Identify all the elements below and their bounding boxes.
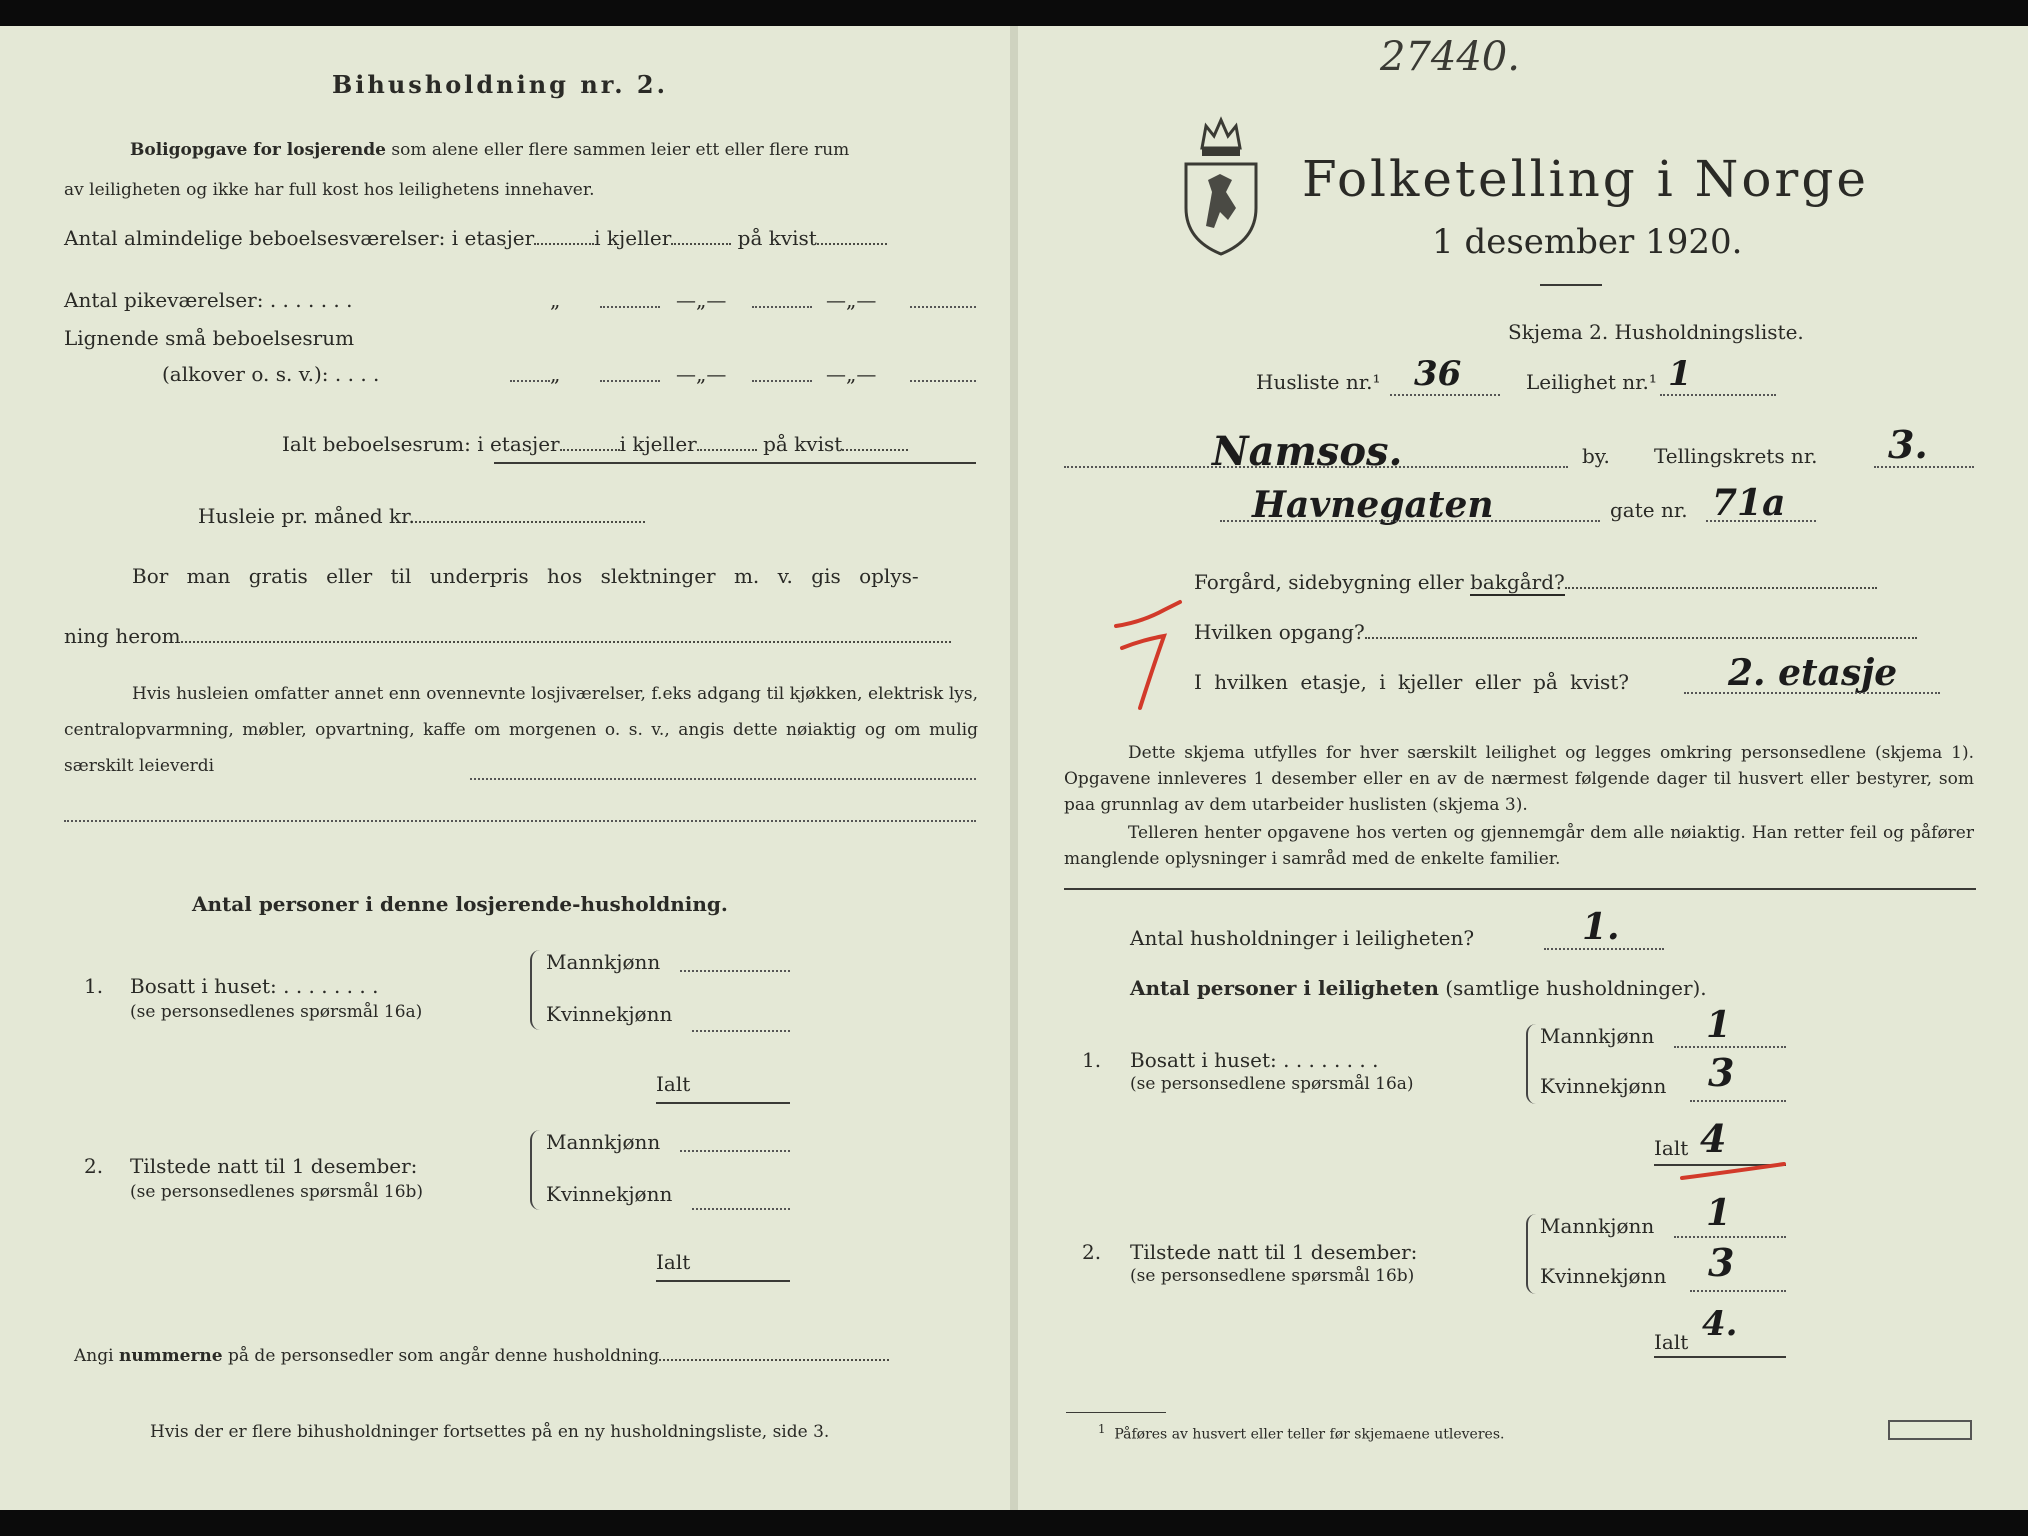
left-q1-kvinne-label: Kvinnekjønn bbox=[546, 1002, 673, 1026]
krets-label: Tellingskrets nr. bbox=[1654, 444, 1818, 468]
forgard-field[interactable] bbox=[1565, 587, 1877, 589]
left-q1-label: Bosatt i huset: . . . . . . . . bbox=[130, 974, 379, 998]
left-q1-number: 1. bbox=[84, 974, 104, 998]
alkover-field-2[interactable] bbox=[752, 380, 812, 382]
printer-stamp bbox=[1888, 1420, 1972, 1440]
gate-field[interactable] bbox=[1706, 520, 1816, 522]
ialt-rooms-row bbox=[282, 432, 908, 456]
intro-line-1 bbox=[130, 140, 849, 160]
intro-bold: Boligopgave for losjerende bbox=[130, 140, 386, 160]
angi-pre: Angi bbox=[74, 1346, 114, 1366]
by-label: by. bbox=[1582, 444, 1610, 468]
right-q2-ialt-value: 4. bbox=[1702, 1304, 1738, 1344]
left-q2-mann-label: Mannkjønn bbox=[546, 1130, 661, 1154]
bakgard-option: bakgård? bbox=[1470, 570, 1565, 594]
intro-line-2: av leiligheten og ikke har full kost hos leilighetens innehaver. bbox=[64, 180, 595, 200]
rooms-row bbox=[64, 226, 887, 250]
right-q1-mann-value: 1 bbox=[1706, 1004, 1732, 1046]
right-q1-number: 1. bbox=[1082, 1048, 1102, 1072]
alkover-ditto-3: —„— bbox=[826, 362, 877, 386]
rooms-kvist-label: på kvist bbox=[737, 226, 817, 250]
right-q2-kvinne-label: Kvinnekjønn bbox=[1540, 1264, 1667, 1288]
street-value: Havnegaten bbox=[1252, 484, 1494, 526]
right-q1-ialt-value: 4 bbox=[1700, 1116, 1727, 1161]
archive-number: 27440. bbox=[1380, 34, 1520, 80]
alkover-label: (alkover o. s. v.): . . . . bbox=[162, 362, 380, 386]
husholdninger-value: 1. bbox=[1582, 906, 1620, 948]
krets-field[interactable] bbox=[1874, 466, 1974, 468]
leilighet-label: Leilighet nr.¹ bbox=[1526, 370, 1657, 394]
coat-of-arms-icon bbox=[1180, 108, 1262, 258]
husholdninger-label: Antal husholdninger i leiligheten? bbox=[1130, 926, 1475, 950]
left-q1-kvinne-field[interactable] bbox=[692, 1030, 790, 1032]
lignende-label: Lignende små beboelsesrum bbox=[64, 326, 355, 350]
rooms-kjeller-label: i kjeller bbox=[594, 226, 672, 250]
right-q2-ialt-label: Ialt bbox=[1654, 1330, 1689, 1354]
leilighet-field[interactable] bbox=[1660, 394, 1776, 396]
pike-ditto-3: —„— bbox=[826, 288, 877, 312]
left-q1-mann-label: Mannkjønn bbox=[546, 950, 661, 974]
pike-field-3[interactable] bbox=[910, 306, 976, 308]
right-q2-mann-field[interactable] bbox=[1674, 1236, 1786, 1238]
left-q1-bracket bbox=[530, 950, 542, 1030]
left-q2-ialt-label: Ialt bbox=[656, 1250, 691, 1274]
pike-field-2[interactable] bbox=[752, 306, 812, 308]
right-persons-heading bbox=[1130, 976, 1707, 1000]
right-q2-label: Tilstede natt til 1 desember: bbox=[1130, 1240, 1418, 1264]
footnote-number: 1 bbox=[1098, 1422, 1106, 1436]
angi-bold: nummerne bbox=[118, 1346, 223, 1366]
krets-value: 3. bbox=[1888, 422, 1928, 467]
city-value: Namsos. bbox=[1212, 428, 1403, 475]
gratis-line-1: Bor man gratis eller til underpris hos slektninger m. v. gis oplys- bbox=[132, 564, 919, 588]
leilighet-value: 1 bbox=[1668, 354, 1692, 394]
left-q2-kvinne-field[interactable] bbox=[692, 1208, 790, 1210]
left-q1-ialt-label: Ialt bbox=[656, 1072, 691, 1096]
instructions-1: Dette skjema utfylles for hver særskilt leilighet og legges omkring personsedlene (skjema 1). Opgavene innleveres 1 desember eller en av de nærmest følgende dager til husvert eller bestyrer, som paa grunnlag av dem utarbeider huslisten (skjema 3). bbox=[1064, 743, 1974, 815]
footnote bbox=[1098, 1422, 1504, 1443]
bihusholdning-title: Bihusholdning nr. 2. bbox=[332, 70, 668, 99]
left-q2-label: Tilstede natt til 1 desember: bbox=[130, 1154, 418, 1178]
forgard-label: Forgård, sidebygning eller bbox=[1194, 570, 1464, 594]
alkover-field-3[interactable] bbox=[910, 380, 976, 382]
ialt-rooms-kvist-field[interactable] bbox=[842, 449, 908, 451]
right-q2-ialt-field[interactable] bbox=[1654, 1356, 1786, 1358]
left-footer: Hvis der er flere bihusholdninger fortsettes på en ny husholdningsliste, side 3. bbox=[150, 1422, 830, 1442]
red-check-mark-icon bbox=[1108, 596, 1198, 716]
husleie-row bbox=[198, 504, 645, 528]
husleie-note-field-2[interactable] bbox=[64, 820, 976, 822]
angi-field[interactable] bbox=[659, 1359, 889, 1361]
husliste-label: Husliste nr.¹ bbox=[1256, 370, 1381, 394]
instructions-rule bbox=[1064, 888, 1976, 890]
left-q2-number: 2. bbox=[84, 1154, 104, 1178]
pike-field-1[interactable] bbox=[600, 306, 660, 308]
page-spine bbox=[1010, 26, 1018, 1510]
angi-row bbox=[74, 1346, 889, 1366]
husleie-label: Husleie pr. måned kr. bbox=[198, 504, 415, 528]
left-q2-ialt-field[interactable] bbox=[656, 1280, 790, 1282]
etasje-value: 2. etasje bbox=[1728, 652, 1898, 694]
husleie-field[interactable] bbox=[415, 521, 645, 523]
alkover-ditto-2: —„— bbox=[676, 362, 727, 386]
footnote-text: Påføres av husvert eller teller før skjemaene utleveres. bbox=[1114, 1426, 1505, 1443]
right-q1-kvinne-value: 3 bbox=[1708, 1050, 1735, 1095]
title-rule bbox=[1540, 284, 1602, 286]
ialt-rooms-rule bbox=[494, 462, 976, 464]
instructions-2: Telleren henter opgavene hos verten og gjennemgår dem alle nøiaktig. Han retter feil og påfører manglende oplysninger i samråd med de enkelte familier. bbox=[1064, 823, 1974, 869]
right-q1-bracket bbox=[1526, 1024, 1538, 1104]
ialt-rooms-etasjer-field[interactable] bbox=[560, 449, 620, 451]
alkover-field-1[interactable] bbox=[600, 380, 660, 382]
ialt-rooms-label: Ialt beboelsesrum: i etasjer bbox=[282, 432, 560, 456]
right-q2-mann-value: 1 bbox=[1706, 1192, 1732, 1234]
pike-label: Antal pikeværelser: . . . . . . . bbox=[64, 288, 353, 312]
right-q1-sub: (se personsedlene spørsmål 16a) bbox=[1130, 1074, 1414, 1094]
right-persons-heading-rest: (samtlige husholdninger). bbox=[1445, 976, 1707, 1000]
husleie-note-field[interactable] bbox=[470, 778, 976, 780]
right-q1-mann-field[interactable] bbox=[1674, 1046, 1786, 1048]
opgang-label: Hvilken opgang? bbox=[1194, 620, 1365, 644]
pike-ditto-1: „ bbox=[550, 288, 561, 312]
left-q2-sub: (se personsedlenes spørsmål 16b) bbox=[130, 1182, 424, 1202]
gratis-field[interactable] bbox=[181, 641, 951, 643]
left-q1-mann-field[interactable] bbox=[680, 970, 790, 972]
alkover-field-0[interactable] bbox=[510, 380, 550, 382]
rooms-etasjer-field[interactable] bbox=[534, 243, 594, 245]
opgang-row bbox=[1194, 620, 1917, 644]
right-q1-kvinne-label: Kvinnekjønn bbox=[1540, 1074, 1667, 1098]
pike-ditto-2: —„— bbox=[676, 288, 727, 312]
etasje-field[interactable] bbox=[1684, 692, 1940, 694]
right-q2-bracket bbox=[1526, 1214, 1538, 1294]
city-field[interactable] bbox=[1064, 466, 1568, 468]
street-field[interactable] bbox=[1220, 520, 1600, 522]
left-q2-kvinne-label: Kvinnekjønn bbox=[546, 1182, 673, 1206]
left-q2-bracket bbox=[530, 1130, 542, 1210]
census-title: Folketelling i Norge bbox=[1302, 150, 1869, 208]
gratis-row-2 bbox=[64, 624, 951, 648]
left-q2-mann-field[interactable] bbox=[680, 1150, 790, 1152]
right-q1-ialt-label: Ialt bbox=[1654, 1136, 1689, 1160]
gate-value: 71a bbox=[1712, 482, 1786, 524]
ialt-rooms-kvist-label: på kvist bbox=[763, 432, 843, 456]
rooms-kjeller-field[interactable] bbox=[671, 243, 731, 245]
right-q2-number: 2. bbox=[1082, 1240, 1102, 1264]
alkover-ditto-1: „ bbox=[550, 362, 561, 386]
gate-label: gate nr. bbox=[1610, 498, 1688, 522]
right-q1-mann-label: Mannkjønn bbox=[1540, 1024, 1655, 1048]
census-date: 1 desember 1920. bbox=[1432, 222, 1743, 262]
etasje-label: I hvilken etasje, i kjeller eller på kvist? bbox=[1194, 670, 1629, 694]
right-q1-label: Bosatt i huset: . . . . . . . . bbox=[1130, 1048, 1379, 1072]
right-q2-kvinne-field[interactable] bbox=[1690, 1290, 1786, 1292]
forgard-row bbox=[1194, 570, 1877, 594]
schema-label: Skjema 2. Husholdningsliste. bbox=[1508, 320, 1804, 344]
husleie-note: Hvis husleien omfatter annet enn ovennevnte losjiværelser, f.eks adgang til kjøkken, elektrisk lys, centralopvarmning, møbler, opvartning, kaffe om morgenen o. s. v., angis dette nøiaktig og om mulig særskilt leieverdi bbox=[64, 684, 978, 776]
left-persons-heading: Antal personer i denne losjerende-husholdning. bbox=[192, 892, 728, 916]
right-persons-heading-bold: Antal personer i leiligheten bbox=[1130, 976, 1439, 1000]
rooms-label: Antal almindelige beboelsesværelser: i etasjer bbox=[64, 226, 535, 250]
angi-rest: på de personsedler som angår denne husholdning bbox=[228, 1346, 660, 1366]
opgang-field[interactable] bbox=[1365, 637, 1917, 639]
right-q2-kvinne-value: 3 bbox=[1708, 1240, 1735, 1285]
footnote-rule bbox=[1066, 1412, 1166, 1413]
husholdninger-field[interactable] bbox=[1544, 948, 1664, 950]
right-q2-sub: (se personsedlene spørsmål 16b) bbox=[1130, 1266, 1415, 1286]
gratis-line-2: ning herom bbox=[64, 624, 181, 648]
right-q2-mann-label: Mannkjønn bbox=[1540, 1214, 1655, 1238]
ialt-rooms-kjeller-label: i kjeller bbox=[619, 432, 697, 456]
husliste-field[interactable] bbox=[1390, 394, 1500, 396]
left-q1-sub: (se personsedlenes spørsmål 16a) bbox=[130, 1002, 423, 1022]
intro-rest: som alene eller flere sammen leier ett eller flere rum bbox=[391, 140, 850, 160]
rooms-kvist-field[interactable] bbox=[817, 243, 887, 245]
red-underline-mark-icon bbox=[1678, 1156, 1790, 1184]
husliste-value: 36 bbox=[1414, 354, 1462, 394]
left-q1-ialt-field[interactable] bbox=[656, 1102, 790, 1104]
right-q1-kvinne-field[interactable] bbox=[1690, 1100, 1786, 1102]
ialt-rooms-kjeller-field[interactable] bbox=[697, 449, 757, 451]
